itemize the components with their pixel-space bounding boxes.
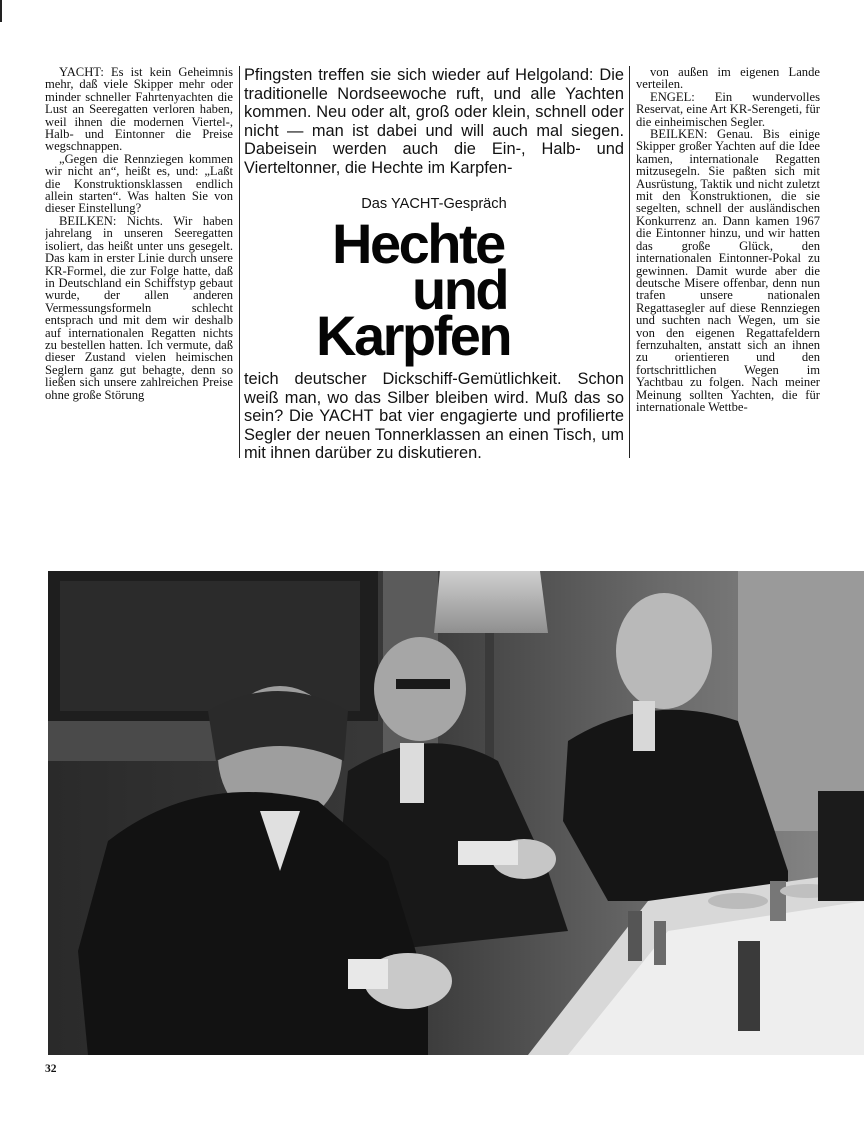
column-divider	[239, 66, 240, 458]
intro-text-top: Pfingsten treffen sie sich wieder auf Helgoland: Die traditionelle Nordseewoche ruft, und alle Yachten kommen. Neu oder alt, groß oder klein, schnell oder nicht — man ist dabei und will auch mal siegen. Dabeisein werden auch die Ein-, Halb- und Vierteltonner, die Hechte im Karpfen-	[244, 66, 624, 177]
right-text-column	[636, 66, 820, 458]
headline-line-3: Karpfen	[316, 304, 511, 367]
left-text-column	[45, 66, 233, 456]
paragraph: von außen im eigenen Lande verteilen.	[636, 66, 820, 92]
page-number: 32	[45, 1063, 57, 1075]
paragraph: ENGEL: Ein wundervolles Reservat, eine Art KR-Serengeti, für die einheimischen Segler.	[636, 89, 820, 129]
headline-line-1: Hechte	[332, 212, 504, 275]
page-edge-mark	[0, 0, 2, 22]
column-divider	[629, 66, 630, 458]
paragraph: „Gegen die Rennziegen kommen wir nicht an“, heißt es, und: „Laßt die Konstruktionsklassen endlich allein starten“. Was halten Sie von dieser Einstellung?	[45, 151, 233, 216]
paragraph: YACHT: Es ist kein Geheimnis mehr, daß viele Skipper mehr oder minder schneller Fahrtenyachten die Lust an Seeregatten verloren haben, weil ihnen die modernen Viertel-, Halb- und Eintonner die Preise wegschnappen.	[45, 66, 233, 154]
paragraph: BEILKEN: Nichts. Wir haben jahrelang in unseren Seeregatten isoliert, das heißt unter uns gesegelt. Das kam in erster Linie durch unsere KR-Formel, die zur Folge hatte, daß in Deutschland ein Schiffstyp gebaut wurde, der allen anderen Vermessungsformeln schlecht entsprach und mit dem wir deshalb auf internationalen Regatten nichts zu bestellen hatten. Ich vermute, daß dieser Zustand vielen heimischen Seglern ganz gut behagte, denn so ließen sich unsere zahlreichen Preise ohne große Störung	[45, 213, 233, 402]
discussion-photo	[48, 571, 864, 1055]
paragraph: BEILKEN: Genau. Bis einige Skipper großer Yachten auf die Idee kamen, internationale Regatten mitzusegeln. Sie paßten sich mit Ausrüstung, Taktik und nicht zuletzt mit den Konstruktionen, die sie segelten, schnell der ausländischen Konkurrenz an. Dann kamen 1967 die Eintonner hinzu, und wir hatten das große Glück, den internationalen Eintonner-Pokal zu gewinnen. Damit wurde aber die deutsche Misere offenbar, denn nun trafen unsere nationalen Regattasegler auf diese Rennziegen und suchten nach Wegen, um sie von den eigenen Regattafeldern fernzuhalten, anstatt sich an ihnen zu orientieren und den fortschrittlichen Wegen im Yachtbau zu folgen. Nach meiner Meinung sollten Yachten, die für internationale Wettbe-	[636, 127, 820, 414]
intro-text-bottom: teich deutscher Dickschiff-Gemütlichkeit. Schon weiß man, wo das Silber bleiben wird. Muß das so sein? Die YACHT bat vier engagierte und profilierte Segler der neuen Tonnerklassen an einen Tisch, um mit ihnen darüber zu diskutieren.	[244, 370, 624, 463]
article-kicker: Das YACHT-Gespräch	[361, 196, 507, 212]
headline-line-2: und	[412, 258, 508, 321]
